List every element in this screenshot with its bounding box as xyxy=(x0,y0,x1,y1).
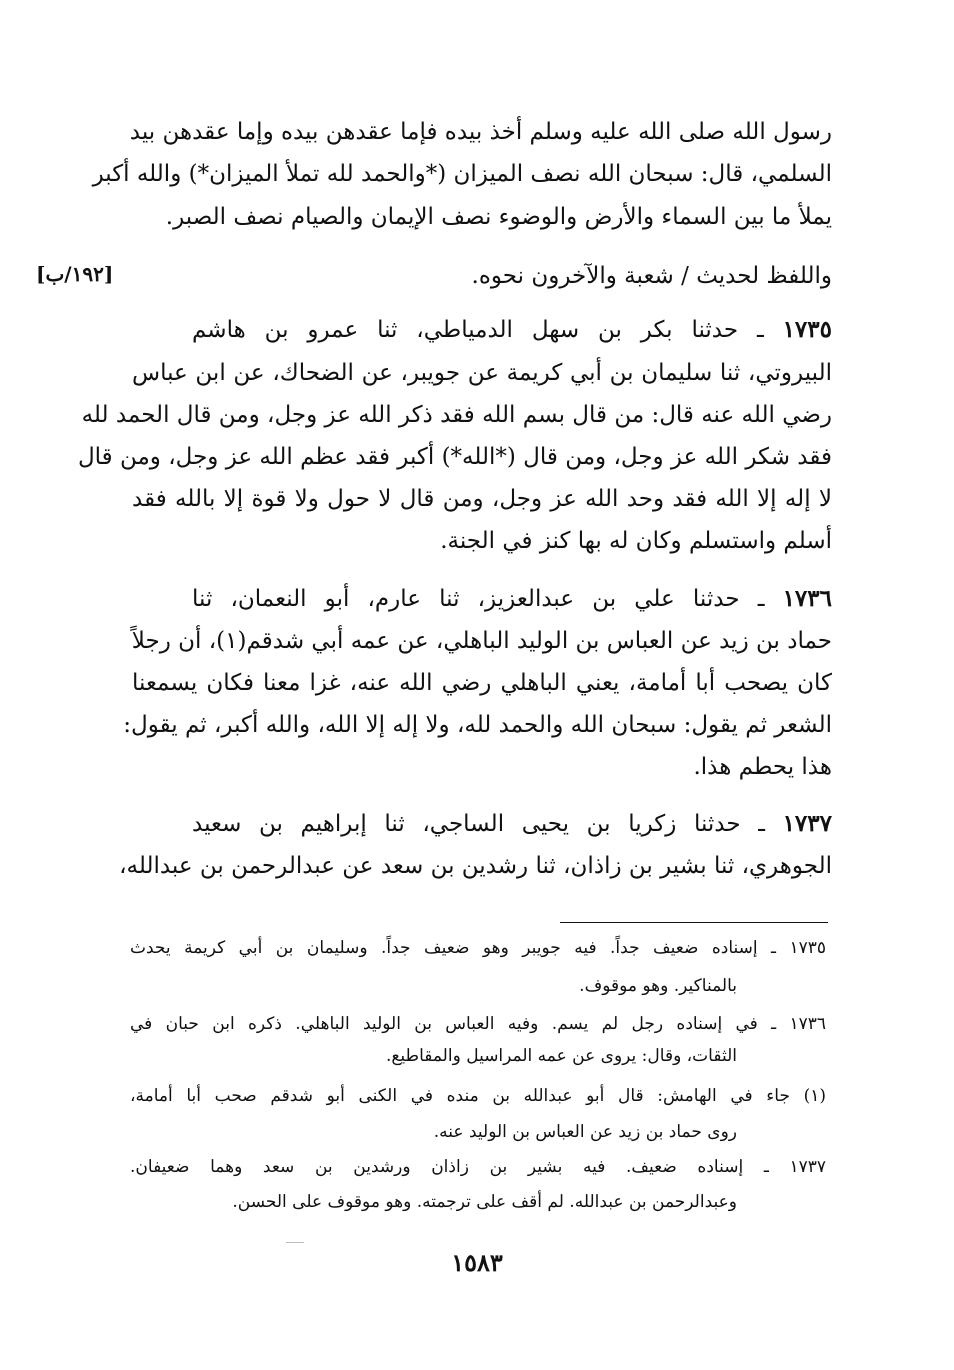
footnote-line: الثقات، وقال: يروى عن عمه المراسيل والمقاطيع. xyxy=(385,1046,737,1066)
text-line: واللفظ لحديث / شعبة والآخرون نحوه. xyxy=(471,263,832,289)
page-number: ١٥٨٣ xyxy=(451,1248,503,1277)
text-line: الجوهري، ثنا بشير بن زاذان، ثنا رشدين بن سعد عن عبدالرحمن بن عبدالله، xyxy=(119,853,832,879)
text-line: فقد شكر الله عز وجل، ومن قال (*الله*) أكبر فقد عظم الله عز وجل، ومن قال xyxy=(77,444,832,470)
text-line: أسلم واستسلم وكان له بها كنز في الجنة. xyxy=(440,528,832,554)
text-line: السلمي، قال: سبحان الله نصف الميزان (*والحمد لله تملأ الميزان*) والله أكبر xyxy=(92,161,832,187)
hadith-number: ١٧٣٧ xyxy=(782,810,832,837)
text-line: رضي الله عنه قال: من قال بسم الله فقد ذكر الله عز وجل، ومن قال الحمد لله xyxy=(81,402,832,428)
footnote-line: ١٧٣٧ ـ إسناده ضعيف. فيه بشير بن زاذان ورشدين بن سعد وهما ضعيفان. xyxy=(130,1157,826,1177)
speck xyxy=(286,1242,304,1243)
text-line: لا إله إلا الله فقد وحد الله عز وجل، ومن قال لا حول ولا قوة إلا بالله فقد xyxy=(132,486,832,512)
text-line: كان يصحب أبا أمامة، يعني الباهلي رضي الله عنه، غزا معنا فكان يسمعنا xyxy=(132,670,832,696)
footnote-line: (١) جاء في الهامش: قال أبو عبدالله بن منده في الكنى أبو شدقم صحب أبا أمامة، xyxy=(130,1086,827,1106)
text-line: هذا يحطم هذا. xyxy=(693,754,832,780)
text-line: الشعر ثم يقول: سبحان الله والحمد لله، ولا إله إلا الله، والله أكبر، ثم يقول: xyxy=(123,712,832,738)
footnote-line: ١٧٣٥ ـ إسناده ضعيف جداً. فيه جويبر وهو ضعيف جداً. وسليمان بن أبي كريمة يحدث xyxy=(130,938,826,958)
footnote-line: روى حماد بن زيد عن العباس بن الوليد عنه. xyxy=(433,1122,737,1142)
footnote-line: ١٧٣٦ ـ في إسناده رجل لم يسم. وفيه العباس بن الوليد الباهلي. ذكره ابن حبان في xyxy=(130,1014,826,1034)
footnote-line: بالمناكير. وهو موقوف. xyxy=(579,976,737,996)
hadith-number: ١٧٣٦ xyxy=(782,585,832,612)
hadith-number: ١٧٣٥ xyxy=(782,316,832,343)
text-line: يملأ ما بين السماء والأرض والوضوء نصف الإيمان والصيام نصف الصبر. xyxy=(165,204,832,230)
folio-marker: [١٩٢/ب] xyxy=(36,262,114,286)
hadith-1736-heading: ١٧٣٦ ـ حدثنا علي بن عبدالعزيز، ثنا عارم، أبو النعمان، ثنا xyxy=(192,585,832,612)
text-line: البيروتي، ثنا سليمان بن أبي كريمة عن جويبر، عن الضحاك، عن ابن عباس xyxy=(132,360,832,386)
hadith-1735-heading: ١٧٣٥ ـ حدثنا بكر بن سهل الدمياطي، ثنا عمرو بن هاشم xyxy=(192,316,832,343)
footnote-line: وعبدالرحمن بن عبدالله. لم أقف على ترجمته. وهو موقوف على الحسن. xyxy=(232,1192,737,1212)
text-line: رسول الله صلى الله عليه وسلم أخذ بيده فإما عقدهن بيده وإما عقدهن بيد xyxy=(129,119,832,145)
footnote-separator xyxy=(560,922,828,923)
text-line: حماد بن زيد عن العباس بن الوليد الباهلي، عن عمه أبي شدقم(١)، أن رجلاً xyxy=(131,628,832,654)
hadith-1737-heading: ١٧٣٧ ـ حدثنا زكريا بن يحيى الساجي، ثنا إبراهيم بن سعيد xyxy=(192,810,832,837)
